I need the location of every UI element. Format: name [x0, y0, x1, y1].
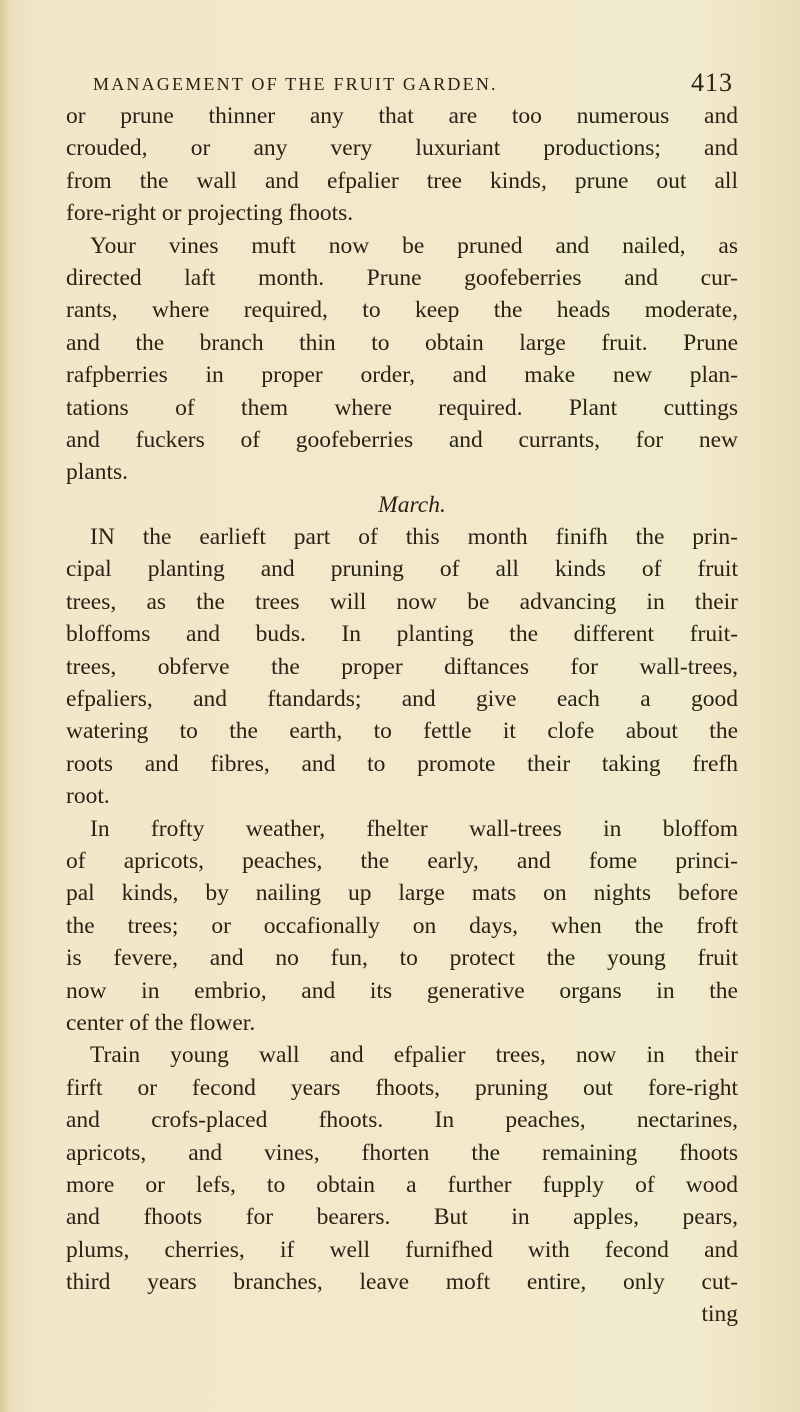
- text-line: Train young wall and efpalier trees, now in their: [90, 1042, 738, 1069]
- running-head-title: MANAGEMENT OF THE FRUIT GARDEN.: [93, 74, 498, 94]
- text-line: the trees; or occafionally on days, when the froft: [66, 912, 738, 939]
- text-line: and the branch thin to obtain large fruit. Prune: [66, 329, 738, 356]
- text-line: rafpberries in proper order, and make new plan-: [66, 362, 738, 389]
- text-line: In frofty weather, fhelter wall-trees in bloffom: [90, 815, 738, 842]
- text-line: and crofs-placed fhoots. In peaches, nectarines,: [66, 1107, 738, 1134]
- text-line: IN the earlieft part of this month finifh the prin-: [90, 524, 738, 551]
- text-line: efpaliers, and ftandards; and give each a good: [66, 686, 738, 713]
- catchword: ting: [701, 1301, 738, 1328]
- text-line: pal kinds, by nailing up large mats on nights before: [66, 880, 738, 907]
- text-line: trees, as the trees will now be advancing in their: [66, 588, 738, 615]
- text-line: tations of them where required. Plant cuttings: [66, 394, 738, 421]
- text-line: cipal planting and pruning of all kinds of fruit: [66, 556, 738, 583]
- text-line: is fevere, and no fun, to protect the young fruit: [66, 945, 738, 972]
- text-line: now in embrio, and its generative organs in the: [66, 977, 738, 1004]
- text-line: rants, where required, to keep the heads moderate,: [66, 297, 738, 324]
- text-line: center of the flower.: [66, 1009, 256, 1036]
- text-line: root.: [66, 783, 110, 810]
- body-text: [66, 100, 738, 1331]
- text-line: roots and fibres, and to promote their taking frefh: [66, 750, 738, 777]
- text-line: plums, cherries, if well furnifhed with fecond and: [66, 1236, 738, 1263]
- text-line: and fuckers of goofeberries and currants, for new: [66, 426, 738, 453]
- text-line: fore-right or projecting fhoots.: [66, 200, 354, 227]
- text-line: watering to the earth, to fettle it clofe about the: [66, 718, 738, 745]
- text-line: crouded, or any very luxuriant productions; and: [66, 135, 738, 162]
- text-line: plants.: [66, 459, 129, 486]
- page-gutter-shadow: [0, 0, 10, 1412]
- text-line: bloffoms and buds. In planting the different fruit-: [66, 621, 738, 648]
- text-line: more or lefs, to obtain a further fupply of wood: [66, 1171, 738, 1198]
- text-line: firft or fecond years fhoots, pruning out fore-right: [66, 1074, 738, 1101]
- running-head: [93, 68, 733, 97]
- text-line: or prune thinner any that are too numerous and: [66, 103, 738, 129]
- text-line: trees, obferve the proper diftances for wall-trees,: [66, 653, 738, 680]
- text-line: Your vines muft now be pruned and nailed, as: [90, 232, 738, 259]
- text-line: of apricots, peaches, the early, and fome princi-: [66, 847, 738, 874]
- text-line: third years branches, leave moft entire, only cut-: [66, 1269, 738, 1296]
- page-number: 413: [691, 68, 733, 97]
- text-line: directed laft month. Prune goofeberries and cur-: [66, 264, 738, 291]
- text-line: apricots, and vines, fhorten the remaining fhoots: [66, 1139, 738, 1166]
- text-line: and fhoots for bearers. But in apples, pears,: [66, 1204, 738, 1231]
- text-line: from the wall and efpalier tree kinds, prune out all: [66, 167, 738, 194]
- section-heading-march: March.: [378, 491, 446, 518]
